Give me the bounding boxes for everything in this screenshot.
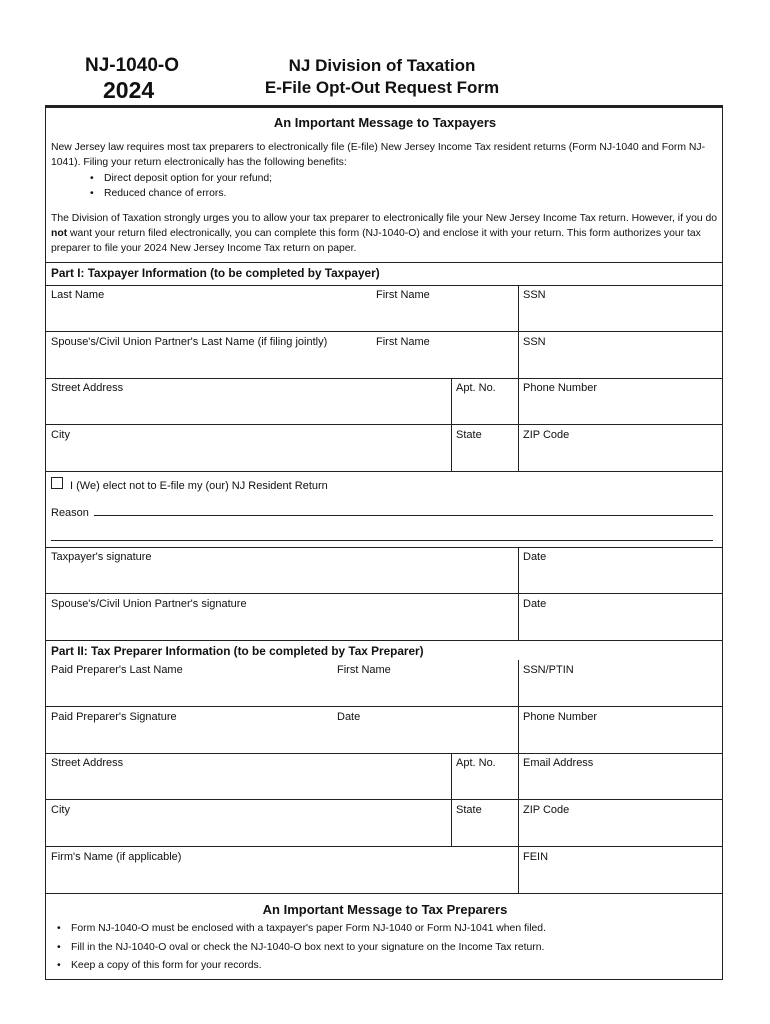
list-item: • Keep a copy of this form for your records.: [53, 957, 713, 976]
state-field[interactable]: [452, 443, 517, 470]
phone-number-label: Phone Number: [523, 382, 597, 394]
preparer-last-name-label: Paid Preparer's Last Name: [51, 664, 183, 676]
preparer-signature-label: Paid Preparer's Signature: [51, 711, 177, 723]
preparer-date-field[interactable]: [333, 725, 517, 752]
preparer-city-field[interactable]: [46, 818, 450, 845]
fein-label: FEIN: [523, 851, 549, 863]
preparer-apt-label: Apt. No.: [456, 757, 496, 769]
form-number: NJ-1040-O: [85, 55, 179, 76]
elect-not-efile-checkbox[interactable]: [51, 477, 63, 489]
preparer-city-label: City: [51, 804, 70, 816]
reason-label: Reason: [51, 507, 89, 519]
phone-number-field[interactable]: [519, 396, 722, 423]
last-name-field[interactable]: [46, 303, 371, 330]
taxpayer-signature-field[interactable]: [46, 565, 517, 592]
preparer-signature-field[interactable]: [46, 725, 332, 752]
preparer-last-name-field[interactable]: [46, 678, 332, 705]
zip-code-field[interactable]: [519, 443, 722, 470]
reason-line-1[interactable]: [94, 515, 713, 516]
para2-text-a: The Division of Taxation strongly urges you to allow your tax preparer to electronically file your New Jersey Income Tax return. However, if you do: [51, 213, 718, 224]
list-item: • Direct deposit option for your refund;: [86, 171, 686, 186]
city-field[interactable]: [46, 443, 450, 470]
part1-heading: Part I: Taxpayer Information (to be completed by Taxpayer): [51, 266, 380, 280]
preparer-date-label: Date: [337, 711, 361, 723]
form-title: [232, 55, 532, 99]
title-line-2: E-File Opt-Out Request Form: [264, 78, 500, 97]
spouse-last-name-label: Spouse's/Civil Union Partner's Last Name (if filing jointly): [51, 336, 328, 348]
taxpayer-signature-label: Taxpayer's signature: [51, 551, 152, 563]
list-item: • Form NJ-1040-O must be enclosed with a taxpayer's paper Form NJ-1040 or Form NJ-1041 when filed.: [53, 920, 713, 939]
firm-name-field[interactable]: [46, 865, 517, 892]
apt-no-label: Apt. No.: [456, 382, 496, 394]
street-address-field[interactable]: [46, 396, 450, 423]
list-item: • Fill in the NJ-1040-O oval or check the NJ-1040-O box next to your signature on the Income Tax return.: [53, 939, 713, 958]
street-address-label: Street Address: [51, 382, 124, 394]
last-name-label: Last Name: [51, 289, 105, 301]
preparer-street-label: Street Address: [51, 757, 124, 769]
taxpayer-message-para1: New Jersey law requires most tax preparers to electronically file (E-file) New Jersey Income Tax resident returns (Form NJ-1040 and Form NJ-1041). Filing your return electronically has the following benefits:: [51, 142, 706, 168]
taxpayer-message-heading: An Important Message to Taxpayers: [273, 115, 497, 130]
title-line-1: NJ Division of Taxation: [288, 56, 476, 75]
zip-code-label: ZIP Code: [523, 429, 570, 441]
preparer-apt-field[interactable]: [452, 771, 517, 798]
first-name-label: First Name: [376, 289, 430, 301]
preparer-street-field[interactable]: [46, 771, 450, 798]
apt-no-field[interactable]: [452, 396, 517, 423]
ssn-ptin-field[interactable]: [519, 678, 722, 705]
taxpayer-date-field[interactable]: [519, 565, 722, 592]
preparer-first-name-label: First Name: [337, 664, 391, 676]
ssn-label: SSN: [523, 289, 546, 301]
fein-field[interactable]: [519, 865, 722, 892]
para2-text-b: want your return filed electronically, you can complete this form (NJ-1040-O) and enclose it with your return. This form authorizes your tax preparer to file your 2024 New Jersey Income Tax return on paper.: [51, 228, 701, 254]
ssn-field[interactable]: [519, 303, 722, 330]
ssn-ptin-label: SSN/PTIN: [523, 664, 574, 676]
list-item: • Reduced chance of errors.: [86, 186, 686, 201]
preparer-phone-field[interactable]: [519, 725, 722, 752]
spouse-date-label: Date: [523, 598, 547, 610]
benefits-list: [86, 171, 686, 201]
spouse-first-name-field[interactable]: [372, 350, 517, 377]
state-label: State: [456, 429, 482, 441]
spouse-first-name-label: First Name: [376, 336, 430, 348]
spouse-ssn-field[interactable]: [519, 350, 722, 377]
preparer-state-label: State: [456, 804, 482, 816]
preparer-phone-label: Phone Number: [523, 711, 597, 723]
part2-heading: Part II: Tax Preparer Information (to be completed by Tax Preparer): [51, 644, 424, 658]
spouse-signature-field[interactable]: [46, 612, 517, 639]
preparer-message-list: [53, 920, 713, 976]
taxpayer-date-label: Date: [523, 551, 547, 563]
email-address-label: Email Address: [523, 757, 594, 769]
preparer-first-name-field[interactable]: [333, 678, 517, 705]
form-year: 2024: [103, 77, 155, 103]
email-address-field[interactable]: [519, 771, 722, 798]
taxpayer-message-para2: [51, 211, 719, 256]
spouse-ssn-label: SSN: [523, 336, 546, 348]
reason-line-2[interactable]: [51, 540, 713, 541]
preparer-zip-field[interactable]: [519, 818, 722, 845]
city-label: City: [51, 429, 70, 441]
firm-name-label: Firm's Name (if applicable): [51, 851, 182, 863]
spouse-date-field[interactable]: [519, 612, 722, 639]
para2-emphasis: not: [51, 228, 68, 239]
spouse-last-name-field[interactable]: [46, 350, 371, 377]
spouse-signature-label: Spouse's/Civil Union Partner's signature: [51, 598, 247, 610]
first-name-field[interactable]: [372, 303, 517, 330]
preparer-message-heading: An Important Message to Tax Preparers: [262, 902, 508, 917]
elect-not-efile-label: I (We) elect not to E-file my (our) NJ Resident Return: [70, 480, 328, 492]
preparer-state-field[interactable]: [452, 818, 517, 845]
preparer-zip-label: ZIP Code: [523, 804, 570, 816]
